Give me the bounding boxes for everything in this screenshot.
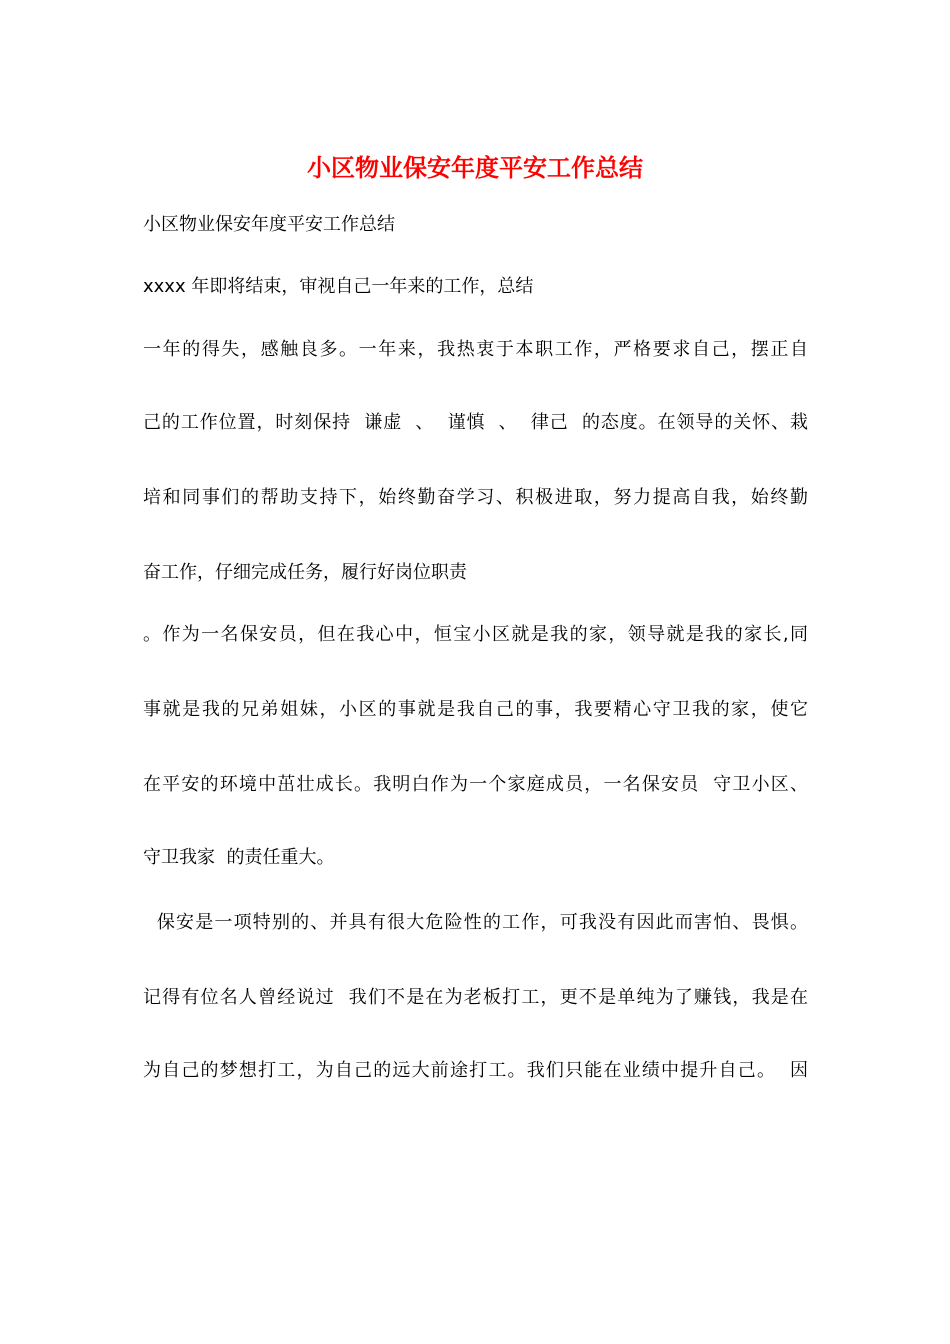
- paragraph-line: 奋工作，仔细完成任务，履行好岗位职责: [143, 562, 467, 583]
- paragraph-line: 记得有位名人曾经说过 我们不是在为老板打工，更不是单纯为了赚钱，我是在: [143, 987, 808, 1008]
- paragraph-line: 在平安的环境中茁壮成长。我明白作为一个家庭成员，一名保安员 守卫小区、: [143, 774, 808, 795]
- paragraph-line: 保安是一项特别的、并具有很大危险性的工作，可我没有因此而害怕、畏惧。: [143, 912, 808, 933]
- document-title: 小区物业保安年度平安工作总结: [307, 153, 643, 182]
- paragraph-line: 。作为一名保安员，但在我心中，恒宝小区就是我的家，领导就是我的家长,同: [143, 624, 808, 645]
- paragraph-line: 小区物业保安年度平安工作总结: [143, 214, 395, 235]
- paragraph-line: 为自己的梦想打工，为自己的远大前途打工。我们只能在业绩中提升自己。 因: [143, 1060, 808, 1081]
- paragraph-line: xxxx 年即将结束，审视自己一年来的工作，总结: [143, 276, 534, 297]
- paragraph-line: 守卫我家 的责任重大。: [143, 847, 335, 868]
- paragraph-line: 己的工作位置，时刻保持 谦虚 、 谨慎 、 律己 的态度。在领导的关怀、栽: [143, 412, 808, 433]
- paragraph-line: 事就是我的兄弟姐妹，小区的事就是我自己的事，我要精心守卫我的家，使它: [143, 699, 808, 720]
- paragraph-line: 一年的得失，感触良多。一年来，我热衷于本职工作，严格要求自己，摆正自: [143, 339, 808, 360]
- paragraph-line: 培和同事们的帮助支持下，始终勤奋学习、积极进取，努力提高自我，始终勤: [143, 487, 808, 508]
